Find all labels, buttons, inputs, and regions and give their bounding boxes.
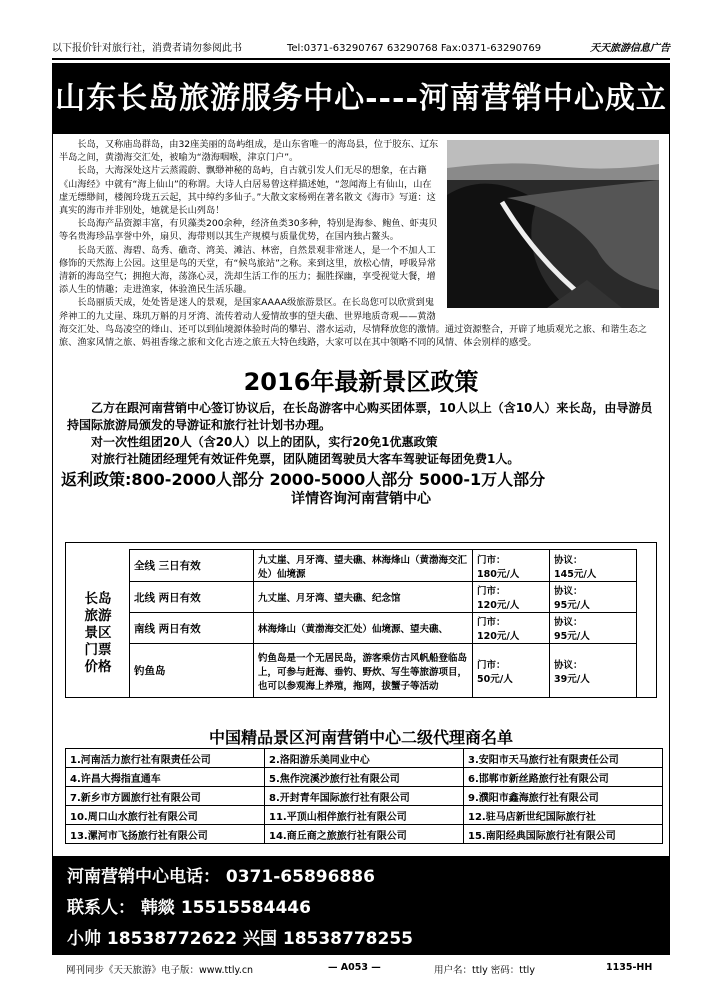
agreement-price: 95元/人 <box>554 631 590 642</box>
table-row <box>66 787 663 806</box>
retail-price: 180元/人 <box>477 568 520 580</box>
table-row: 钓鱼岛 钓鱼岛是一个无居民岛，游客乘仿古风帆船登临岛上，可参与赶海、垂钓、野炊、写生等旅游项目，也可以参观海上养殖，拖网，拔蟹子等活动 门市： 50元/人 协议： 39元/人 <box>130 644 637 698</box>
agent-cell: 3.安阳市天马旅行社有限责任公司 <box>464 749 663 768</box>
policy-line: 对一次性组团20人（含20人）以上的团队，实行20免1优惠政策 <box>91 435 438 449</box>
agreement-price: 145元/人 <box>554 568 597 580</box>
agreement-price: 95元/人 <box>554 600 590 611</box>
agent-cell: 8.开封青年国际旅行社有限公司 <box>265 787 464 806</box>
intro-paragraph: 长岛，大海深处这片云蒸霞蔚、飘缈神秘的岛屿，自古就引发人们无尽的想象，在古籍《山海经》中就有“海上仙山”的称谓。大诗人白居易曾这样描述她，“忽闻海上有仙山，山在虚无缥缈间，楼阁玲珑五云起，其中绰约多仙子。”大散文家杨朔在著名散文《海市》写道：这真实的海市并非别处，她就是长山列岛！ <box>59 165 436 217</box>
footer-website: 网刊同步《天天旅游》电子版：www.ttly.cn <box>66 965 254 976</box>
contact-block <box>53 856 669 954</box>
table-row: 全线 三日有效 九丈崖、月牙湾、望夫礁、林海烽山（黄渤海交汇处）仙境源 门市： 180元/人 协议： 145元/人 <box>130 550 637 582</box>
table-row <box>66 825 663 844</box>
policy-title: 2016年最新景区政策 <box>243 368 479 396</box>
agent-cell: 5.焦作浣溪沙旅行社有限公司 <box>265 768 464 787</box>
agent-cell: 2.洛阳游乐美同业中心 <box>265 749 464 768</box>
route-name: 钓鱼岛 <box>130 644 254 698</box>
ad-frame <box>52 63 670 955</box>
intro-paragraph: 长岛天蓝、海碧、岛秀、礁奇、湾美、滩洁、林密，自然景观非常迷人，是一个不加人工修饰的天然海上公园。这里是鸟的天堂，有“候鸟旅站”之称。来到这里，放松心情，呼吸异常清新的海岛空气；拥抱大海，荡涤心灵，洗却生活工作的压力；掘胜探幽，享受视觉大餐，增添人生的情趣；走进渔家，体验渔民生活乐趣。 <box>59 244 437 296</box>
island-photo <box>447 140 659 308</box>
agents-table <box>65 748 663 844</box>
page-title: 山东长岛旅游服务中心----河南营销中心成立 <box>53 64 669 134</box>
table-row: 北线 两日有效 九丈崖、月牙湾、望夫礁、纪念馆 门市： 120元/人 协议： 95元/人 <box>130 582 637 613</box>
intro-paragraph: 长岛海产品资源丰富，有贝藻类200余种，经济鱼类30多种，特别是海参、鲍鱼、虾夷贝等名贵海珍品享誉中外，扇贝、海带则以其生产规模与质量优势，在国内独占鳌头。 <box>59 218 438 243</box>
policy-text <box>67 400 657 468</box>
route-name: 南线 两日有效 <box>130 613 254 644</box>
issue-code: 1135-HH <box>606 962 653 973</box>
ticket-price-box <box>65 542 657 698</box>
agent-cell: 7.新乡市方圆旅行社有限公司 <box>66 787 265 806</box>
contact-person-2: 小帅 18538772622 兴国 18538778255 <box>67 929 413 949</box>
rebate-policy: 返利政策:800-2000人部分 2000-5000人部分 5000-1万人部分 <box>61 470 546 489</box>
route-spots: 林海烽山（黄渤海交汇处）仙境源、望夫礁、 <box>254 613 473 644</box>
agreement-price: 39元/人 <box>554 673 590 685</box>
retail-price: 120元/人 <box>477 631 520 642</box>
policy-line: 乙方在跟河南营销中心签订协议后，在长岛游客中心购买团体票，10人以上（含10人）来长岛，由导游员持国际旅游局颁发的导游证和旅行社计划书办理。 <box>67 401 653 432</box>
table-row <box>66 749 663 768</box>
ticket-side-label: 长岛 旅游 景区 门票 价格 <box>84 591 112 675</box>
table-row <box>66 768 663 787</box>
agent-cell: 11.平顶山相伴旅行社有限公司 <box>265 806 464 825</box>
intro-text <box>59 138 659 349</box>
agent-cell: 9.濮阳市鑫海旅行社有限公司 <box>464 787 663 806</box>
policy-line: 对旅行社随团经理凭有效证件免票，团队随团驾驶员大客车驾驶证每团免费1人。 <box>91 452 520 466</box>
table-row <box>66 806 663 825</box>
route-name: 全线 三日有效 <box>130 550 254 582</box>
contact-person-1: 联系人： 韩燚 15515584446 <box>67 898 311 918</box>
top-header <box>52 40 670 60</box>
retail-price: 50元/人 <box>477 673 513 685</box>
header-disclaimer: 以下报价针对旅行社，消费者请勿参阅此书 <box>52 43 242 54</box>
agent-cell: 14.商丘商之旅旅行社有限公司 <box>265 825 464 844</box>
agents-title: 中国精品景区河南营销中心二级代理商名单 <box>208 728 513 747</box>
route-spots: 钓鱼岛是一个无居民岛，游客乘仿古风帆船登临岛上，可参与赶海、垂钓、野炊、写生等旅游项目，也可以参观海上养殖，拖网，拔蟹子等活动 <box>254 644 473 698</box>
contact-phone: 河南营销中心电话： 0371-65896886 <box>67 867 375 887</box>
agent-cell: 12.驻马店新世纪国际旅行社 <box>464 806 663 825</box>
table-row: 南线 两日有效 林海烽山（黄渤海交汇处）仙境源、望夫礁、 门市： 120元/人 协议： 95元/人 <box>130 613 637 644</box>
page-number: — A053 — <box>328 962 381 973</box>
ticket-table <box>129 549 637 698</box>
agent-cell: 10.周口山水旅行社有限公司 <box>66 806 265 825</box>
agent-cell: 1.河南活力旅行社有限责任公司 <box>66 749 265 768</box>
header-brand: 天天旅游信息广告 <box>590 43 670 54</box>
agent-cell: 4.许昌大拇指直通车 <box>66 768 265 787</box>
agent-cell: 6.邯郸市新丝路旅行社有限公司 <box>464 768 663 787</box>
intro-paragraph: 长岛，又称庙岛群岛，由32座美丽的岛屿组成，是山东省唯一的海岛县，位于胶东、辽东半岛之间，黄渤海交汇处，被喻为“渤海咽喉，津京门户”。 <box>59 139 439 164</box>
footer-login: 用户名：ttly 密码：ttly <box>434 965 535 976</box>
consult-line: 详情咨询河南营销中心 <box>291 491 431 507</box>
intro-paragraph: 长岛丽质天成，处处皆是迷人的景观，是国家AAAA级旅游景区。在长岛您可以欣赏到鬼斧神工的九丈崖、珠玑万斛的月牙湾、流传着动人爱情故事的望夫礁、世界地质奇观——黄渤海交汇处、鸟岛凌空的烽山、还可以到仙境源体验时尚的攀岩、潜水运动，尽情释放您的激情。通过资源整合，开辟了地质观光之旅、和谐生态之旅、渔家风情之旅、妈祖香缘之旅和文化古迹之旅五大特色线路，大家可以在其中领略不同的风情、体会别样的感受。 <box>59 297 647 349</box>
retail-price: 120元/人 <box>477 600 520 611</box>
route-spots: 九丈崖、月牙湾、望夫礁、林海烽山（黄渤海交汇处）仙境源 <box>254 550 473 582</box>
header-contact: Tel:0371-63290767 63290768 Fax:0371-63290769 <box>287 43 542 54</box>
route-name: 北线 两日有效 <box>130 582 254 613</box>
route-spots: 九丈崖、月牙湾、望夫礁、纪念馆 <box>254 582 473 613</box>
agent-cell: 13.漯河市飞扬旅行社有限公司 <box>66 825 265 844</box>
agent-cell: 15.南阳经典国际旅行社有限公司 <box>464 825 663 844</box>
